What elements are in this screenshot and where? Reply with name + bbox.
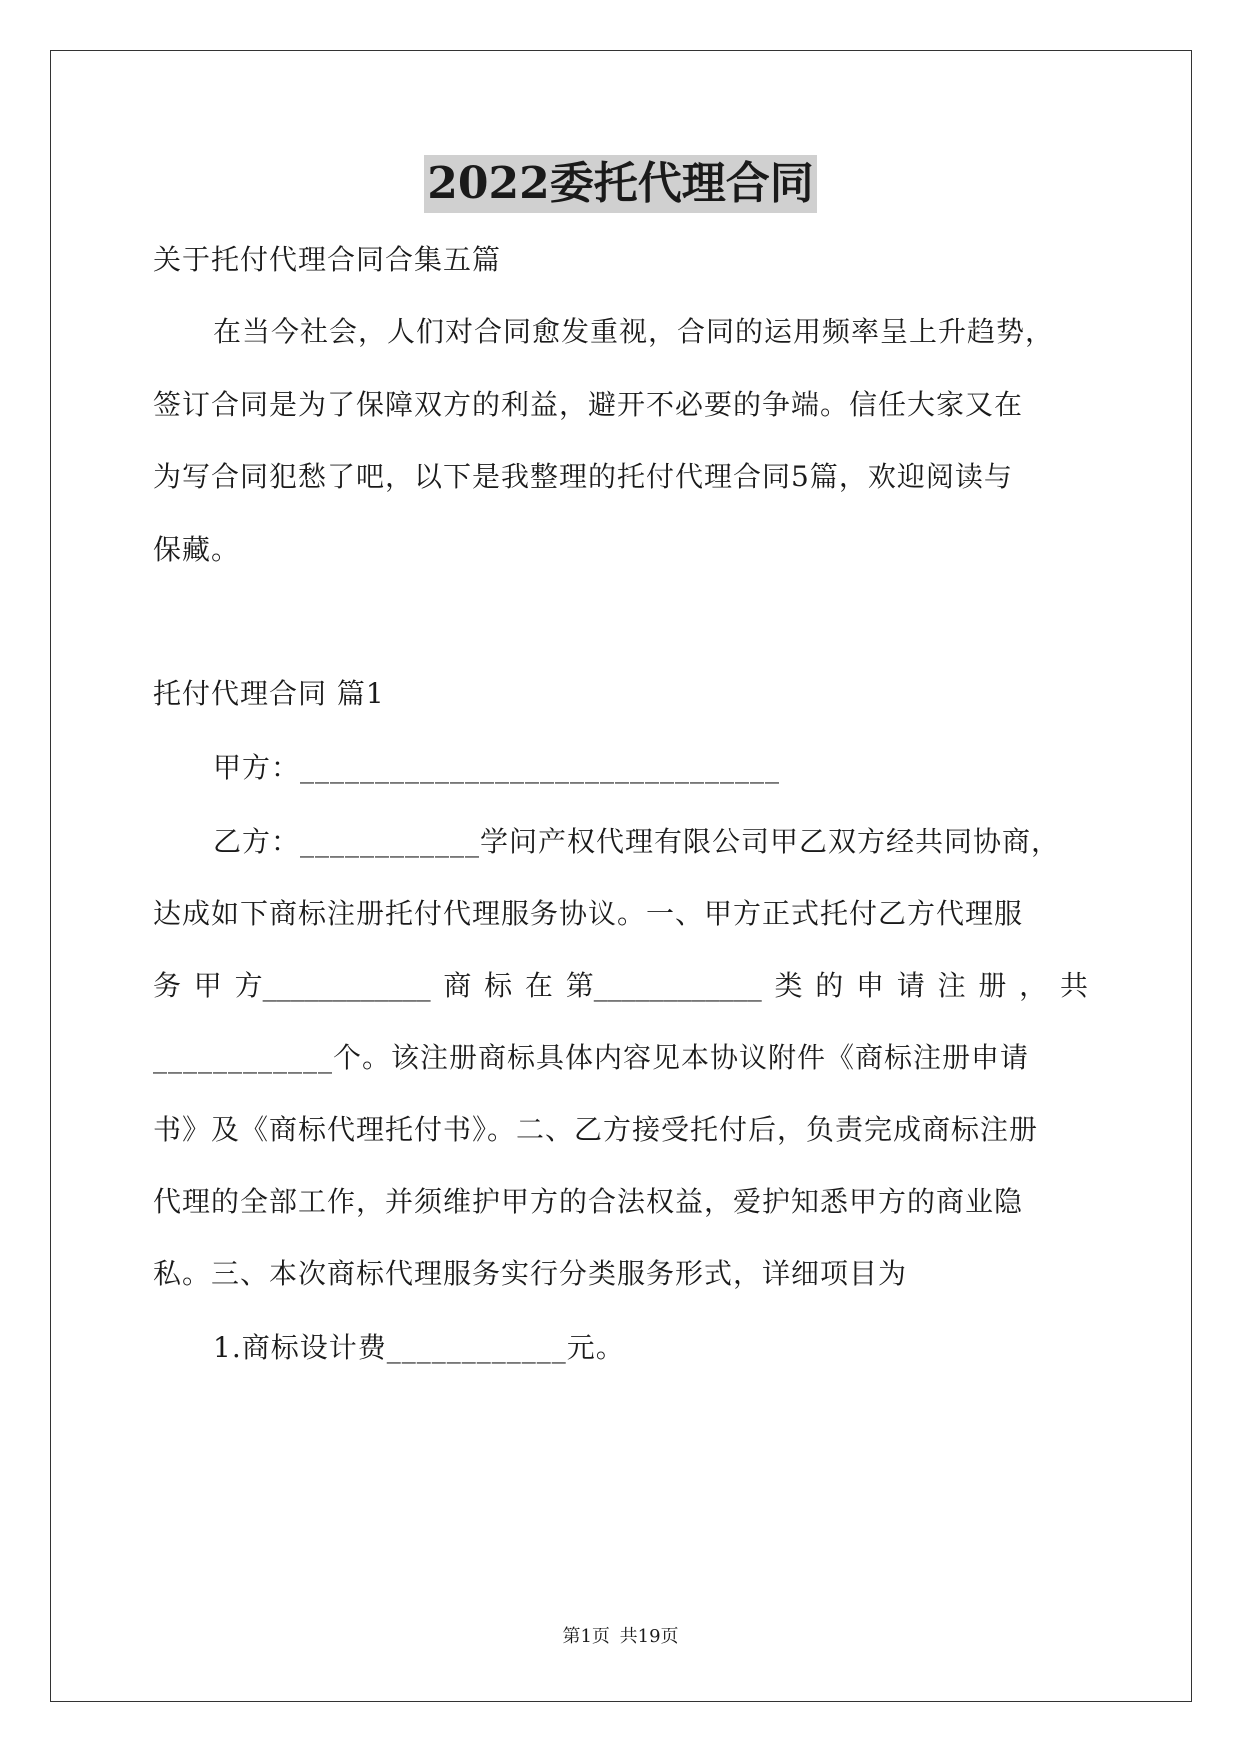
party-a-line: 甲方：________________________________ (213, 751, 781, 784)
body-line-3-part: 在 (524, 969, 553, 1002)
body-line-3-part: 申 (856, 969, 885, 1002)
page-number: 第1页 (562, 1626, 610, 1647)
document-title: 2022委托代理合同 (424, 155, 816, 213)
body-line-6: 代理的全部工作，并须维护甲方的合法权益，爱护知悉甲方的商业隐 (153, 1185, 1024, 1218)
item-1-line: 1.商标设计费____________元。 (213, 1331, 625, 1364)
body-line-3-part: 务 (153, 969, 182, 1002)
body-line-3-part: 共 (1059, 969, 1088, 1002)
intro-line-2: 签订合同是为了保障双方的利益，避开不必要的争端。信任大家又在 (153, 388, 1024, 421)
body-line-3-part: 的 (815, 969, 844, 1002)
intro-line-3: 为写合同犯愁了吧，以下是我整理的托付代理合同5篇，欢迎阅读与 (153, 460, 1013, 493)
body-line-3-part: 第____________ (565, 969, 762, 1002)
party-b-line: 乙方：____________学问产权代理有限公司甲乙双方经共同协商， (213, 825, 1061, 858)
page-footer (0, 1625, 1241, 1649)
body-line-3-part: 商 (443, 969, 472, 1002)
intro-line-4: 保藏。 (153, 533, 241, 566)
body-line-2: 达成如下商标注册托付代理服务协议。一、甲方正式托付乙方代理服 (153, 897, 1024, 930)
body-line-3-part: 类 (774, 969, 803, 1002)
body-line-3-part: 注 (937, 969, 966, 1002)
body-line-3-part: 册 (978, 969, 1007, 1002)
title-container (0, 155, 1241, 213)
body-line-3 (153, 966, 1088, 1006)
body-line-5: 书》及《商标代理托付书》。二、乙方接受托付后，负责完成商标注册 (153, 1113, 1039, 1146)
body-line-7: 私。三、本次商标代理服务实行分类服务形式，详细项目为 (153, 1257, 908, 1290)
page-total: 共19页 (619, 1626, 679, 1647)
document-subtitle: 关于托付代理合同合集五篇 (153, 243, 502, 276)
body-line-4: ____________个。该注册商标具体内容见本协议附件《商标注册申请 (153, 1041, 1030, 1074)
body-line-3-part: ， (1019, 969, 1048, 1002)
body-line-3-part: 方____________ (234, 969, 431, 1002)
body-line-3-part: 标 (484, 969, 513, 1002)
body-line-3-part: 请 (896, 969, 925, 1002)
page-border (50, 50, 1192, 1702)
section-heading: 托付代理合同 篇1 (153, 677, 385, 710)
intro-line-1: 在当今社会，人们对合同愈发重视，合同的运用频率呈上升趋势， (213, 315, 1055, 348)
body-line-3-part: 甲 (193, 969, 222, 1002)
